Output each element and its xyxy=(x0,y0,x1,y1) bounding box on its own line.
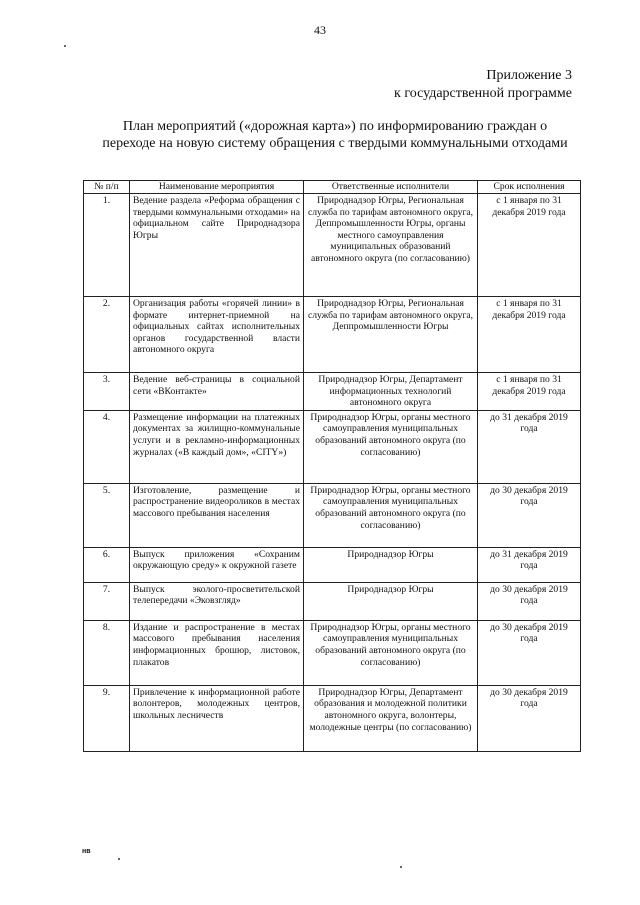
row-responsible: Природнадзор Югры, Региональная служба по тарифам автономного округа, Деппромышленности Югры, органы местного самоуправления муниципальных образований автономного округа (по согласованию) xyxy=(304,194,478,297)
row-event: Ведение раздела «Реформа обращения с твердыми коммунальными отходами» на официальном сайте Природнадзора Югры xyxy=(130,194,304,297)
row-number: 4. xyxy=(84,410,130,483)
header-number: № п/п xyxy=(84,181,130,194)
header-event: Наименование мероприятия xyxy=(130,181,304,194)
table-row xyxy=(84,297,581,373)
row-number: 6. xyxy=(84,547,130,582)
row-number: 1. xyxy=(84,194,130,297)
row-number: 7. xyxy=(84,582,130,620)
row-number: 5. xyxy=(84,483,130,547)
table-row xyxy=(84,620,581,685)
row-event: Организация работы «горячей линии» в формате интернет-приемной на официальных сайтах исполнительных органов государственной власти автономного округа xyxy=(130,297,304,373)
row-responsible: Природнадзор Югры, Департамент образования и молодежной политики автономного округа, волонтеры, молодежные центры (по согласованию) xyxy=(304,685,478,751)
document-title: План мероприятий («дорожная карта») по информированию граждан о переходе на новую систему обращения с твердыми коммунальными отходами xyxy=(102,119,568,151)
row-event: Размещение информации на платежных документах за жилищно-коммунальные услуги и в рекламно-информационных журналах («В каждый дом», «CITY») xyxy=(130,410,304,483)
row-number: 3. xyxy=(84,373,130,411)
row-responsible: Природнадзор Югры, Региональная служба по тарифам автономного округа, Деппромышленности Югры xyxy=(304,297,478,373)
row-deadline: с 1 января по 31 декабря 2019 года xyxy=(478,297,581,373)
scan-speck xyxy=(118,858,120,860)
row-responsible: Природнадзор Югры, органы местного самоуправления муниципальных образований автономного округа (по согласованию) xyxy=(304,410,478,483)
table-row xyxy=(84,373,581,411)
appendix-label: Приложение 3 xyxy=(486,68,572,83)
row-deadline: до 31 декабря 2019 года xyxy=(478,410,581,483)
row-responsible: Природнадзор Югры, органы местного самоуправления муниципальных образований автономного округа (по согласованию) xyxy=(304,483,478,547)
row-deadline: до 31 декабря 2019 года xyxy=(478,547,581,582)
row-deadline: до 30 декабря 2019 года xyxy=(478,483,581,547)
scan-speck xyxy=(400,866,402,868)
row-responsible: Природнадзор Югры, органы местного самоуправления муниципальных образований автономного округа (по согласованию) xyxy=(304,620,478,685)
header-responsible: Ответственные исполнители xyxy=(304,181,478,194)
row-responsible: Природнадзор Югры xyxy=(304,582,478,620)
table-row xyxy=(84,685,581,751)
row-number: 2. xyxy=(84,297,130,373)
roadmap-table xyxy=(83,180,581,752)
row-event: Выпуск приложения «Сохраним окружающую среду» к окружной газете xyxy=(130,547,304,582)
table-header-row xyxy=(84,181,581,194)
row-event: Издание и распространение в местах массового пребывания населения информационных брошюр, листовок, плакатов xyxy=(130,620,304,685)
row-event: Ведение веб-страницы в социальной сети «ВКонтакте» xyxy=(130,373,304,411)
appendix-program-label: к государственной программе xyxy=(394,86,572,101)
row-responsible: Природнадзор Югры, Департамент информационных технологий автономного округа xyxy=(304,373,478,411)
row-responsible: Природнадзор Югры xyxy=(304,547,478,582)
row-event: Выпуск эколого-просветительской телепередачи «Эковзгляд» xyxy=(130,582,304,620)
row-deadline: с 1 января по 31 декабря 2019 года xyxy=(478,373,581,411)
table-row xyxy=(84,547,581,582)
table-row xyxy=(84,410,581,483)
header-deadline: Срок исполнения xyxy=(478,181,581,194)
page-number: 43 xyxy=(314,23,326,37)
row-number: 8. xyxy=(84,620,130,685)
row-event: Привлечение к информационной работе волонтеров, молодежных центров, школьных лесничеств xyxy=(130,685,304,751)
row-deadline: до 30 декабря 2019 года xyxy=(478,582,581,620)
table-row xyxy=(84,483,581,547)
row-deadline: с 1 января по 31 декабря 2019 года xyxy=(478,194,581,297)
row-number: 9. xyxy=(84,685,130,751)
row-event: Изготовление, размещение и распространение видеороликов в местах массового пребывания населения xyxy=(130,483,304,547)
row-deadline: до 30 декабря 2019 года xyxy=(478,620,581,685)
table-row xyxy=(84,582,581,620)
corner-mark: нв xyxy=(82,848,91,855)
scan-speck xyxy=(64,45,66,47)
row-deadline: до 30 декабря 2019 года xyxy=(478,685,581,751)
table-row xyxy=(84,194,581,297)
